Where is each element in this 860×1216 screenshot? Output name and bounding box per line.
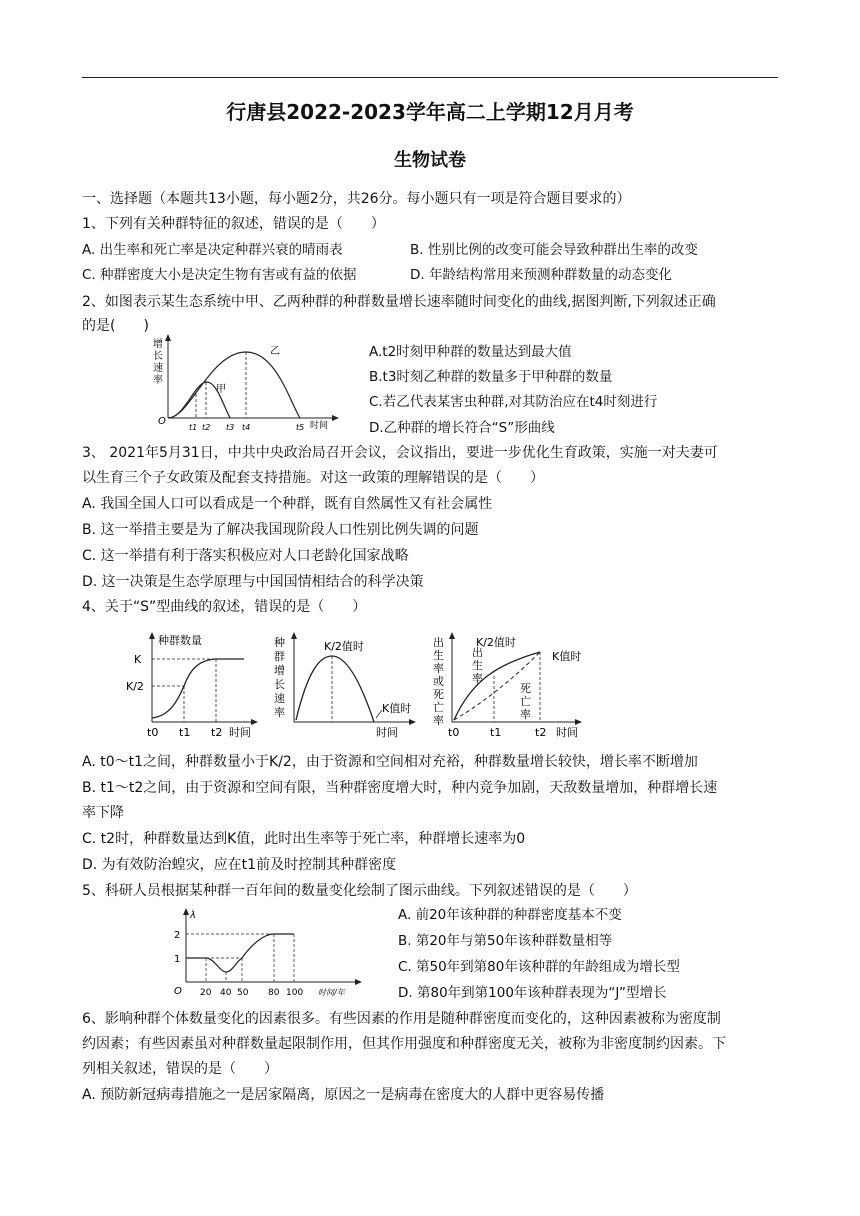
label-jia: 甲: [216, 384, 226, 395]
q4-figure-3: [428, 630, 604, 742]
q6-stem-line3: 列相关叙述，错误的是（ ）: [82, 1061, 278, 1077]
fig3-tick-t0: t0: [448, 726, 460, 739]
q2-tick-t1: t1: [189, 423, 198, 432]
q4-figure-1: [120, 630, 260, 742]
q3-option-c: C. 这一举措有利于落实积极应对人口老龄化国家战略: [82, 548, 409, 564]
fig3-death-2: 亡: [520, 695, 531, 708]
fig3-k2: K/2值时: [476, 636, 516, 649]
fig1-ylabel: 种群数量: [158, 634, 202, 647]
q4-figure-2: [268, 630, 418, 742]
q2-figure: [150, 332, 340, 434]
q3-option-a: A. 我国全国人口可以看成是一个种群，既有自然属性又有社会属性: [82, 496, 493, 512]
fig2-ylabel-6: 率: [274, 706, 285, 719]
q2-option-a: A.t2时刻甲种群的数量达到最大值: [369, 344, 572, 360]
label-yi: 乙: [270, 346, 280, 357]
fig2-ylabel-4: 长: [274, 678, 285, 691]
q2-option-c: C.若乙代表某害虫种群,对其防治应在t4时刻进行: [369, 394, 658, 410]
fig3-ylabel-3: 率: [433, 662, 444, 675]
fig3-ylabel-2: 生: [433, 649, 444, 662]
q2-option-d: D.乙种群的增长符合“S”形曲线: [369, 420, 555, 436]
fig1-xlabel: 时间: [229, 726, 251, 739]
fig3-birth-2: 生: [472, 659, 483, 672]
q3-stem-line1: 3、 2021年5月31日，中共中央政治局召开会议，会议指出，要进一步优化生育政策，实施一对夫妻可: [82, 445, 718, 461]
curve-yi: [168, 352, 300, 418]
fig2-end: K值时: [382, 702, 412, 715]
q2-tick-t5: t5: [296, 423, 305, 432]
fig3-birth-3: 率: [472, 672, 483, 685]
header-rule: [82, 77, 778, 78]
fig1-k2: K/2: [126, 680, 144, 693]
q5-ytick-2: 2: [174, 930, 181, 941]
fig2-ylabel-1: 种: [274, 636, 285, 649]
fig3-death-3: 率: [520, 708, 531, 721]
q4-option-b-line1: B. t1～t2之间，由于资源和空间有限，当种群密度增大时，种内竞争加剧，天敌数量增加，种群增长速: [82, 780, 718, 796]
q2-origin: O: [158, 416, 166, 427]
q5-xtick-40: 40: [220, 988, 232, 998]
fig3-tick-t2: t2: [535, 726, 547, 739]
q2-tick-t4: t4: [242, 423, 251, 432]
q2-xlabel: 时间: [310, 421, 329, 431]
q6-stem-line2: 约因素；有些因素虽对种群数量起限制作用，但其作用强度和种群密度无关，被称为非密度制约因素。下: [82, 1036, 726, 1052]
fig3-k: K值时: [552, 650, 582, 663]
fig3-birth-1: 出: [472, 646, 483, 659]
q5-option-a: A. 前20年该种群的种群密度基本不变: [398, 907, 622, 923]
q5-xtick-20: 20: [200, 988, 212, 998]
fig3-xlabel: 时间: [556, 726, 578, 739]
q5-xtick-50: 50: [237, 988, 249, 998]
q2-ylabel-4: 率: [153, 375, 163, 386]
exam-subtitle: 生物试卷: [394, 150, 466, 171]
q4-stem: 4、关于“S”型曲线的叙述，错误的是（ ）: [82, 599, 367, 615]
fig2-ylabel-5: 速: [274, 692, 285, 705]
q1-option-b: B. 性别比例的改变可能会导致种群出生率的改变: [410, 242, 698, 258]
fig2-peak: K/2值时: [324, 640, 364, 653]
q5-option-c: C. 第50年到第80年该种群的年龄组成为增长型: [398, 959, 680, 975]
q5-xtick-100: 100: [286, 988, 304, 998]
q2-option-b: B.t3时刻乙种群的数量多于甲种群的数量: [369, 369, 613, 385]
q1-stem: 1、下列有关种群特征的叙述，错误的是（ ）: [82, 216, 385, 232]
exam-title: 行唐县2022-2023学年高二上学期12月月考: [226, 100, 634, 124]
fig3-ylabel-4: 或: [433, 675, 444, 688]
q2-stem-line2: 的是( ): [82, 318, 149, 334]
section-heading: 一、选择题（本题共13小题，每小题2分，共26分。每小题只有一项是符合题目要求的）: [82, 191, 631, 207]
q4-option-a: A. t0～t1之间，种群数量小于K/2，由于资源和空间相对充裕，种群数量增长较快，增长率不断增加: [82, 754, 698, 770]
q2-ylabel-3: 速: [153, 363, 163, 374]
fig3-ylabel-6: 亡: [433, 701, 444, 714]
fig1-tick-t1: t1: [179, 726, 191, 739]
q5-stem: 5、科研人员根据某种群一百年间的数量变化绘制了图示曲线。下列叙述错误的是（ ）: [82, 883, 637, 899]
q6-stem-line1: 6、影响种群个体数量变化的因素很多。有些因素的作用是随种群密度而变化的，这种因素被称为密度制: [82, 1011, 721, 1027]
fig2-ylabel-2: 群: [274, 650, 285, 663]
fig3-tick-t1: t1: [490, 726, 502, 739]
q2-tick-t3: t3: [226, 423, 235, 432]
q4-option-d: D. 为有效防治蝗灾，应在t1前及时控制其种群密度: [82, 857, 397, 873]
q5-origin: O: [174, 986, 182, 997]
q5-ytick-1: 1: [174, 954, 181, 965]
q5-xlabel: 时间/年: [318, 988, 345, 997]
q1-option-d: D. 年龄结构常用来预测种群数量的动态变化: [410, 267, 672, 283]
q2-ylabel-1: 增: [153, 339, 163, 350]
q3-option-b: B. 这一举措主要是为了解决我国现阶段人口性别比例失调的问题: [82, 522, 479, 538]
fig2-xlabel: 时间: [376, 726, 398, 739]
fig3-death-1: 死: [520, 682, 531, 695]
q5-option-b: B. 第20年与第50年该种群数量相等: [398, 933, 613, 949]
q4-option-b-line2: 率下降: [82, 805, 124, 821]
fig2-ylabel-3: 增: [274, 664, 285, 677]
q4-option-c: C. t2时，种群数量达到K值，此时出生率等于死亡率，种群增长速率为0: [82, 831, 526, 847]
q2-stem-line1: 2、如图表示某生态系统中甲、乙两种群的种群数量增长速率随时间变化的曲线,据图判断,下列叙述正确: [82, 294, 716, 310]
q1-option-c: C. 种群密度大小是决定生物有害或有益的依据: [82, 267, 357, 283]
q5-figure: [168, 906, 366, 1000]
fig3-ylabel-1: 出: [433, 636, 444, 649]
fig1-k: K: [134, 653, 142, 666]
q6-option-a: A. 预防新冠病毒措施之一是居家隔离，原因之一是病毒在密度大的人群中更容易传播: [82, 1087, 605, 1103]
q3-option-d: D. 这一决策是生态学原理与中国国情相结合的科学决策: [82, 574, 424, 590]
q5-xtick-80: 80: [268, 988, 280, 998]
q1-option-a: A. 出生率和死亡率是决定种群兴衰的晴雨表: [82, 242, 343, 258]
q2-tick-t2: t2: [202, 423, 211, 432]
fig1-tick-t0: t0: [147, 726, 159, 739]
q5-ylabel: λ: [190, 910, 196, 921]
q5-option-d: D. 第80年到第100年该种群表现为“J”型增长: [398, 985, 667, 1001]
q2-ylabel-2: 长: [153, 351, 163, 362]
fig1-tick-t2: t2: [211, 726, 223, 739]
fig3-ylabel-5: 死: [433, 688, 444, 701]
q3-stem-line2: 以生育三个子女政策及配套支持措施。对这一政策的理解错误的是（ ）: [82, 470, 544, 486]
fig3-ylabel-7: 率: [433, 714, 444, 727]
